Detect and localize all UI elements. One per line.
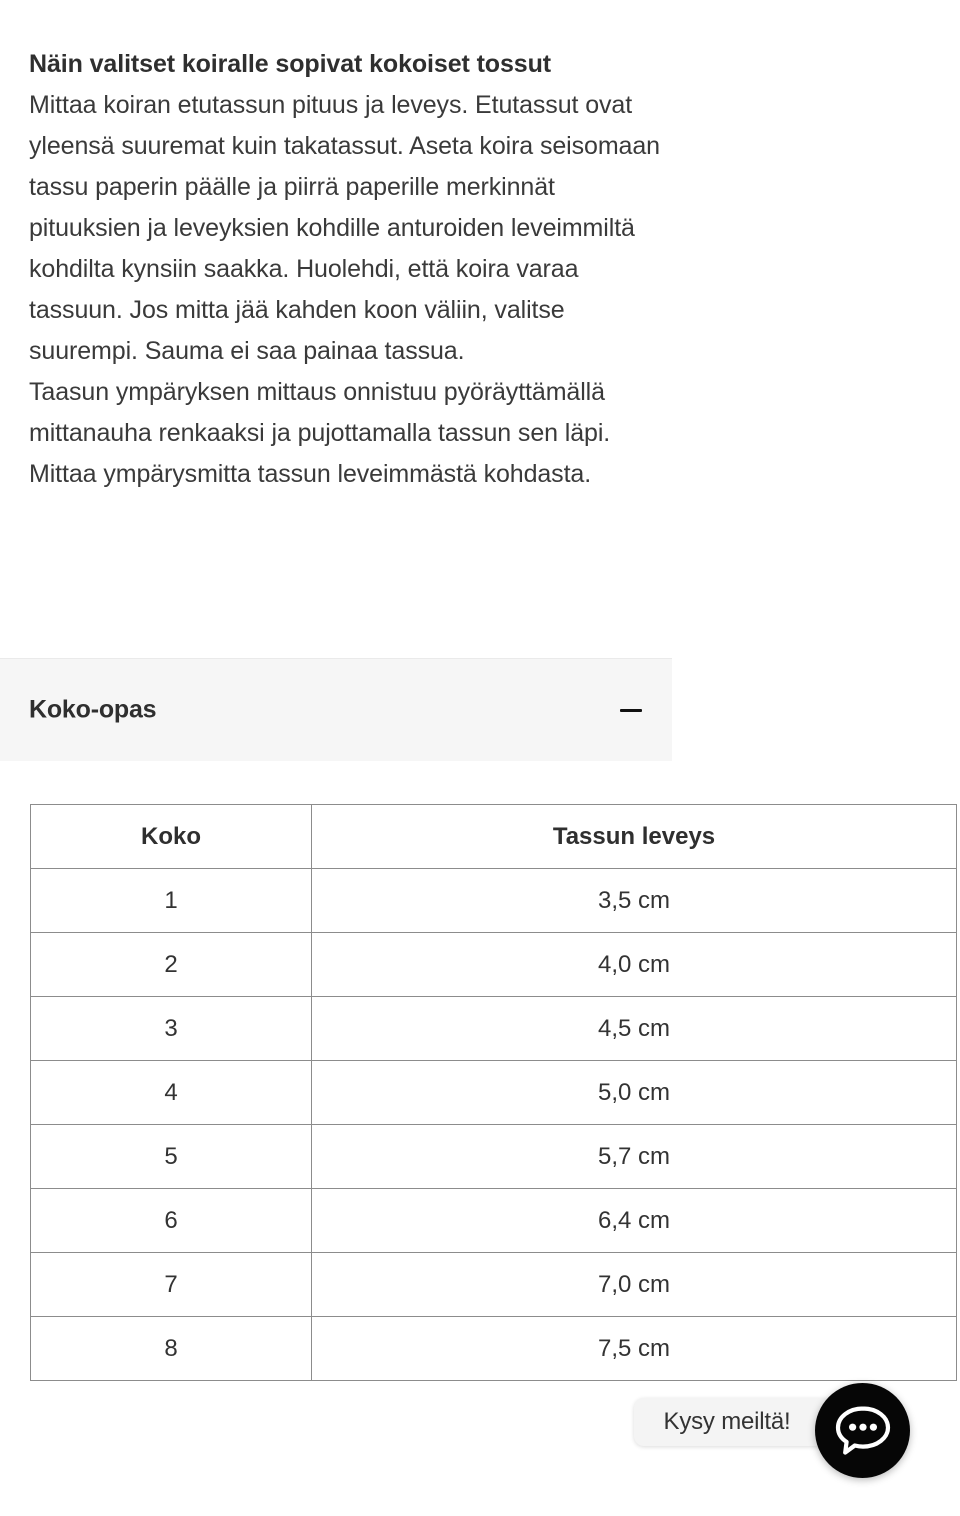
column-header-koko: Koko [31,805,312,869]
cell-size: 6 [31,1189,312,1253]
table-row [31,1317,957,1381]
table-row [31,869,957,933]
chat-widget [634,1383,914,1479]
cell-width: 4,5 cm [312,997,957,1061]
minus-icon [620,709,642,712]
cell-width: 5,7 cm [312,1125,957,1189]
article-paragraph-2: Taasun ympäryksen mittaus onnistuu pyöräyttämällä mittanauha renkaaksi ja pujottamalla tassun sen läpi. Mittaa ympärysmitta tassun leveimmästä kohdasta. [29,378,611,488]
article-text-block [29,44,669,495]
cell-width: 7,5 cm [312,1317,957,1381]
table-row [31,1253,957,1317]
cell-width: 3,5 cm [312,869,957,933]
cell-size: 8 [31,1317,312,1381]
article-heading: Näin valitset koiralle sopivat kokoiset tossut [29,50,551,78]
cell-size: 7 [31,1253,312,1317]
cell-size: 5 [31,1125,312,1189]
cell-width: 5,0 cm [312,1061,957,1125]
chat-bubble-icon [834,1404,892,1458]
accordion-title: Koko-opas [29,695,157,724]
accordion-collapse-button[interactable] [608,687,654,733]
table-row [31,1061,957,1125]
table-header-row [31,805,957,869]
chat-prompt-bubble[interactable] [634,1398,834,1446]
cell-size: 4 [31,1061,312,1125]
table-body [31,869,957,1381]
table-row [31,1189,957,1253]
article-paragraph-1: Mittaa koiran etutassun pituus ja leveys. Etutassut ovat yleensä suuremat kuin takatassut. Aseta koira seisomaan tassu paperin päälle ja piirrä paperille merkinnät pituuksien ja leveyksien kohdille anturoiden leveimmiltä kohdilta kynsiin saakka. Huolehdi, että koira varaa tassuun. Jos mitta jää kahden koon väliin, valitse suurempi. Sauma ei saa painaa tassua. [29,91,660,365]
cell-size: 2 [31,933,312,997]
cell-size: 1 [31,869,312,933]
cell-size: 3 [31,997,312,1061]
table-row [31,933,957,997]
chat-launcher-button[interactable] [815,1383,910,1478]
size-guide-table-container [30,804,957,1381]
cell-width: 6,4 cm [312,1189,957,1253]
table-row [31,1125,957,1189]
cell-width: 4,0 cm [312,933,957,997]
chat-prompt-label: Kysy meiltä! [663,1408,791,1435]
cell-width: 7,0 cm [312,1253,957,1317]
accordion-koko-opas[interactable] [0,658,672,761]
size-guide-table [30,804,957,1381]
column-header-tassun-leveys: Tassun leveys [312,805,957,869]
table-row [31,997,957,1061]
